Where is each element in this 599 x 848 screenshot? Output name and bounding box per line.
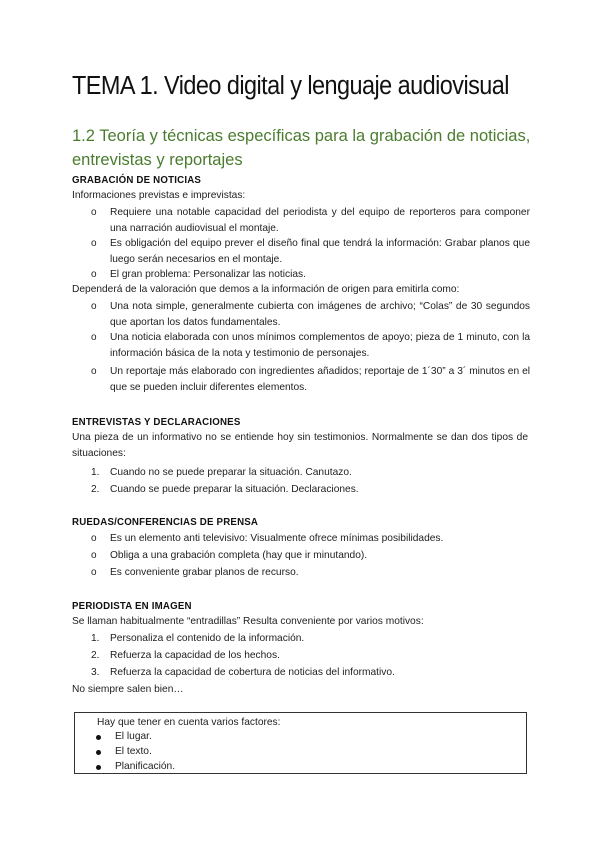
- heading-entrevistas: ENTREVISTAS Y DECLARACIONES: [72, 417, 241, 428]
- bullet-marker: o: [91, 533, 97, 544]
- list-item: Es un elemento anti televisivo: Visualmente ofrece mínimas posibilidades.: [110, 533, 444, 544]
- page-title: TEMA 1. Video digital y lenguaje audiovisual: [72, 72, 509, 100]
- list-item: Refuerza la capacidad de cobertura de noticias del informativo.: [110, 667, 395, 678]
- box-item: El texto.: [115, 746, 152, 757]
- bullet-marker: o: [91, 550, 97, 561]
- heading-grabacion-noticias: GRABACIÓN DE NOTICIAS: [72, 175, 202, 186]
- bullet-marker: o: [91, 301, 97, 312]
- bullet-marker: o: [91, 366, 97, 377]
- section-subtitle: 1.2 Teoría y técnicas específicas para la grabación de noticias, entrevistas y reportajes: [72, 127, 531, 169]
- list-number: 1.: [91, 633, 100, 644]
- paragraph: No siempre salen bien…: [72, 684, 184, 695]
- bullet-dot: [96, 765, 101, 770]
- list-item: Cuando se puede preparar la situación. Declaraciones.: [110, 484, 359, 495]
- box-item: El lugar.: [115, 731, 152, 742]
- list-item: Es obligación del equipo prever el diseño final que tendrá la información: Grabar planos que luego serán necesarios en el montaje.: [110, 238, 530, 265]
- paragraph: Dependerá de la valoración que demos a la información de origen para emitirla como:: [72, 284, 460, 295]
- list-item: Cuando no se puede preparar la situación. Canutazo.: [110, 467, 352, 478]
- bullet-marker: o: [91, 238, 97, 249]
- list-item: Una nota simple, generalmente cubierta con imágenes de archivo; “Colas” de 30 segundos que aportan los datos fundamentales.: [110, 301, 530, 328]
- bullet-marker: o: [91, 567, 97, 578]
- box-intro: Hay que tener en cuenta varios factores:: [97, 717, 281, 728]
- list-number: 2.: [91, 484, 100, 495]
- paragraph: Una pieza de un informativo no se entiende hoy sin testimonios. Normalmente se dan dos tipos de situaciones:: [72, 432, 528, 459]
- bullet-dot: [96, 735, 101, 740]
- list-item: El gran problema: Personalizar las noticias.: [110, 269, 306, 280]
- paragraph: Se llaman habitualmente “entradillas” Resulta conveniente por varios motivos:: [72, 616, 424, 627]
- list-item: Un reportaje más elaborado con ingredientes añadidos; reportaje de 1´30” a 3´ minutos en el que se pueden incluir diferentes elementos.: [110, 366, 530, 393]
- bullet-marker: o: [91, 332, 97, 343]
- heading-ruedas-prensa: RUEDAS/CONFERENCIAS DE PRENSA: [72, 517, 259, 528]
- list-number: 3.: [91, 667, 100, 678]
- list-item: Personaliza el contenido de la información.: [110, 633, 305, 644]
- list-item: Refuerza la capacidad de los hechos.: [110, 650, 280, 661]
- list-item: Una noticia elaborada con unos mínimos complementos de apoyo; pieza de 1 minuto, con la información básica de la nota y testimonio de personajes.: [110, 332, 530, 359]
- list-item: Es conveniente grabar planos de recurso.: [110, 567, 299, 578]
- bullet-marker: o: [91, 269, 97, 280]
- list-number: 2.: [91, 650, 100, 661]
- list-item: Obliga a una grabación completa (hay que ir minutando).: [110, 550, 368, 561]
- list-item: Requiere una notable capacidad del periodista y del equipo de reporteros para componer una narración audiovisual el montaje.: [110, 207, 530, 234]
- box-item: Planificación.: [115, 761, 176, 772]
- paragraph: Informaciones previstas e imprevistas:: [72, 190, 246, 201]
- list-number: 1.: [91, 467, 100, 478]
- bullet-dot: [96, 750, 101, 755]
- heading-periodista-imagen: PERIODISTA EN IMAGEN: [72, 601, 192, 612]
- bullet-marker: o: [91, 207, 97, 218]
